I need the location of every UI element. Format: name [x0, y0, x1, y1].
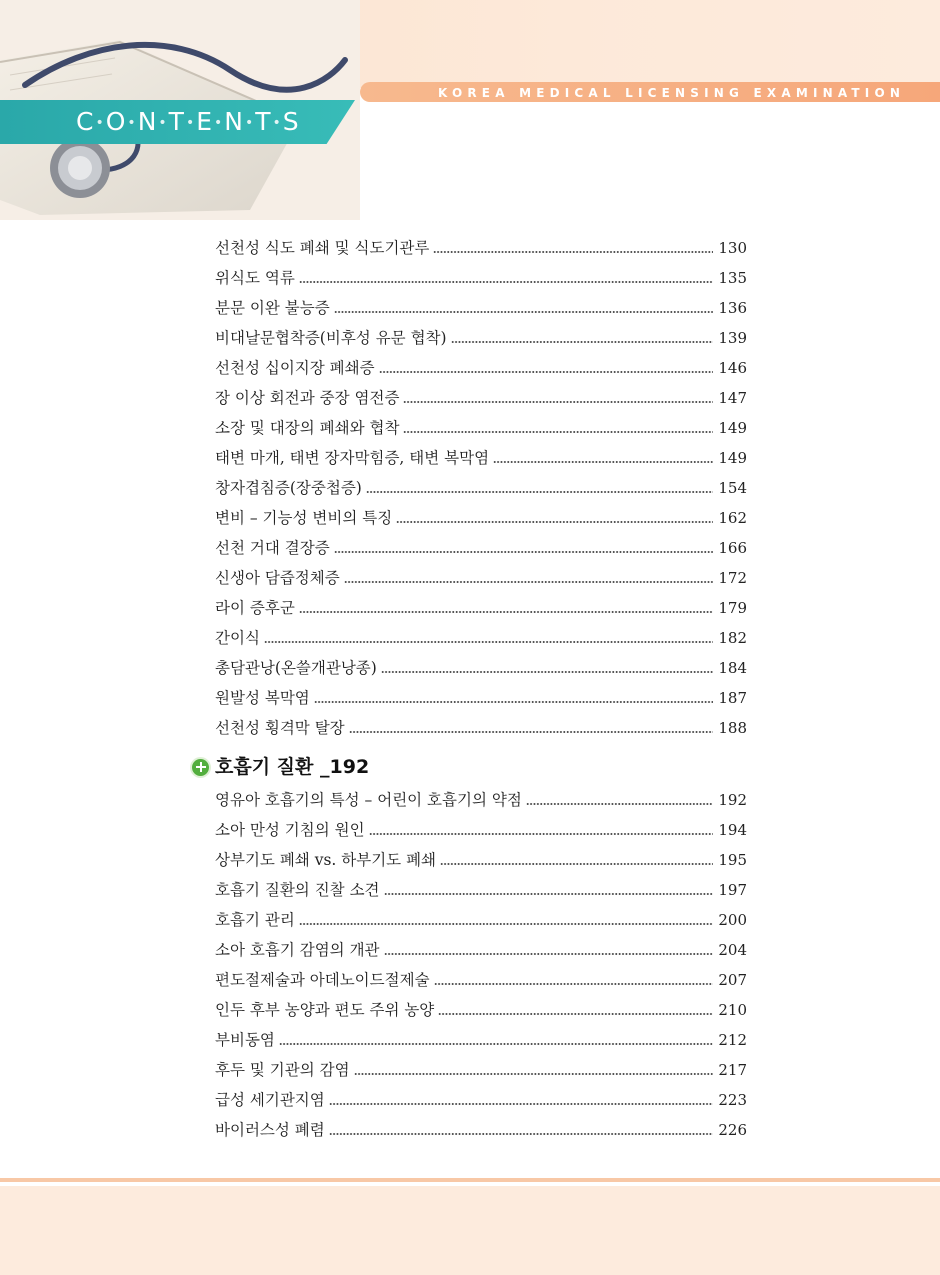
toc-entry-page: 149 — [718, 419, 747, 437]
toc-entry-title: 장 이상 회전과 중장 염전증 — [215, 389, 400, 407]
dot-leader — [526, 803, 714, 805]
toc-entry-title: 인두 후부 농양과 편도 주위 농양 — [215, 1001, 435, 1019]
toc-entry-page: 162 — [718, 509, 747, 527]
toc-entry-title: 신생아 담즙정체증 — [215, 569, 340, 587]
section-title: 호흡기 질환 _192 — [215, 756, 370, 778]
toc-entry-page: 146 — [718, 359, 747, 377]
dot-leader — [396, 521, 713, 523]
dot-leader — [299, 611, 714, 613]
dot-leader — [493, 461, 713, 463]
toc-entry — [215, 473, 747, 503]
dot-leader — [433, 251, 713, 253]
section-heading-respiratory — [192, 752, 369, 782]
dot-leader — [369, 833, 714, 835]
toc-entry-title: 분문 이완 불능증 — [215, 299, 330, 317]
toc-entry — [215, 503, 747, 533]
toc-entry-page: 188 — [718, 719, 747, 737]
toc-entry-page: 194 — [718, 821, 747, 839]
toc-entry — [215, 1025, 747, 1055]
plus-circle-icon — [192, 759, 209, 776]
toc-entry-page: 184 — [718, 659, 747, 677]
contents-letter: T — [255, 107, 272, 136]
toc-entry-page: 217 — [718, 1061, 747, 1079]
toc-entry — [215, 713, 747, 743]
toc-entry-page: 207 — [718, 971, 747, 989]
contents-letter: S — [282, 107, 300, 136]
toc-entry-title: 소아 만성 기침의 원인 — [215, 821, 365, 839]
toc-entry-page: 139 — [718, 329, 747, 347]
toc-entry — [215, 683, 747, 713]
toc-entry — [215, 263, 747, 293]
toc-entry-page: 179 — [718, 599, 747, 617]
toc-entry-title: 부비동염 — [215, 1031, 275, 1049]
toc-entry-title: 비대날문협착증(비후성 유문 협착) — [215, 329, 447, 347]
dot-leader — [403, 401, 713, 403]
toc-entry — [215, 653, 747, 683]
toc-entry-title: 소장 및 대장의 폐쇄와 협착 — [215, 419, 400, 437]
toc-entry-title: 라이 증후군 — [215, 599, 295, 617]
toc-entry — [215, 443, 747, 473]
toc-entry-title: 창자겹침증(장중첩증) — [215, 479, 362, 497]
footer-rule — [0, 1178, 940, 1182]
dot-leader — [334, 311, 714, 313]
dot-leader — [379, 371, 714, 373]
toc-entry-title: 호흡기 질환의 진찰 소견 — [215, 881, 380, 899]
toc-entry-page: 135 — [718, 269, 747, 287]
toc-entry — [215, 995, 747, 1025]
dot-leader — [354, 1073, 714, 1075]
toc-entry — [215, 905, 747, 935]
toc-entry — [215, 875, 747, 905]
toc-entry-title: 선천성 식도 폐쇄 및 식도기관루 — [215, 239, 430, 257]
dot-leader — [438, 1013, 713, 1015]
toc-entry — [215, 1055, 747, 1085]
dot-leader — [314, 701, 714, 703]
toc-entry-page: 154 — [718, 479, 747, 497]
toc-entry — [215, 593, 747, 623]
toc-entry-title: 바이러스성 폐렴 — [215, 1121, 325, 1139]
toc-entry-title: 소아 호흡기 감염의 개관 — [215, 941, 380, 959]
toc-entry-page: 182 — [718, 629, 747, 647]
dot-leader — [329, 1133, 714, 1135]
toc-entry — [215, 623, 747, 653]
toc-entry — [215, 293, 747, 323]
toc-entry — [215, 233, 747, 263]
toc-entry-title: 선천 거대 결장증 — [215, 539, 330, 557]
contents-letter: N — [137, 107, 158, 136]
exam-series-label: KOREA MEDICAL LICENSING EXAMINATION — [438, 86, 906, 100]
dot-leader — [384, 893, 714, 895]
dot-leader — [344, 581, 714, 583]
contents-letter: N — [224, 107, 244, 136]
contents-letter: O — [105, 107, 127, 136]
dot-leader — [366, 491, 714, 493]
contents-letter: C — [76, 107, 95, 136]
toc-entry-title: 위식도 역류 — [215, 269, 295, 287]
toc-entry — [215, 413, 747, 443]
toc-entry-page: 195 — [718, 851, 747, 869]
dot-leader — [440, 863, 713, 865]
toc-list-digestive — [215, 233, 747, 743]
toc-entry-title: 원발성 복막염 — [215, 689, 310, 707]
toc-entry — [215, 785, 747, 815]
toc-entry-title: 총담관낭(온쓸개관낭종) — [215, 659, 377, 677]
toc-entry — [215, 1085, 747, 1115]
toc-entry — [215, 1115, 747, 1145]
toc-entry-page: 226 — [718, 1121, 747, 1139]
toc-entry-page: 200 — [718, 911, 747, 929]
toc-entry-page: 197 — [718, 881, 747, 899]
toc-entry-title: 호흡기 관리 — [215, 911, 295, 929]
toc-entry-title: 상부기도 폐쇄 vs. 하부기도 폐쇄 — [215, 851, 437, 869]
toc-list-respiratory — [215, 785, 747, 1145]
footer-background — [0, 1186, 940, 1275]
toc-entry-page: 187 — [718, 689, 747, 707]
toc-entry-title: 선천성 횡격막 탈장 — [215, 719, 345, 737]
toc-entry — [215, 383, 747, 413]
dot-leader — [299, 923, 714, 925]
toc-entry-page: 136 — [718, 299, 747, 317]
toc-entry-title: 태변 마개, 태변 장자막힘증, 태변 복막염 — [215, 449, 490, 467]
toc-entry-title: 간이식 — [215, 629, 260, 647]
toc-entry-page: 130 — [718, 239, 747, 257]
toc-entry-page: 172 — [718, 569, 747, 587]
dot-leader — [434, 983, 714, 985]
toc-entry — [215, 815, 747, 845]
contents-letter: T — [168, 107, 185, 136]
dot-leader — [279, 1043, 713, 1045]
toc-entry — [215, 935, 747, 965]
toc-entry — [215, 323, 747, 353]
toc-entry — [215, 353, 747, 383]
toc-entry-title: 선천성 십이지장 폐쇄증 — [215, 359, 375, 377]
toc-entry-title: 변비 – 기능성 변비의 특징 — [215, 509, 393, 527]
dot-leader — [384, 953, 714, 955]
dot-leader — [403, 431, 713, 433]
toc-entry — [215, 533, 747, 563]
toc-entry — [215, 563, 747, 593]
dot-leader — [334, 551, 714, 553]
toc-entry-page: 192 — [718, 791, 747, 809]
toc-entry-page: 147 — [718, 389, 747, 407]
toc-entry-page: 166 — [718, 539, 747, 557]
toc-entry-page: 210 — [718, 1001, 747, 1019]
dot-leader — [381, 671, 714, 673]
dot-leader — [329, 1103, 714, 1105]
toc-entry-page: 204 — [718, 941, 747, 959]
dot-leader — [451, 341, 714, 343]
toc-entry-page: 223 — [718, 1091, 747, 1109]
toc-entry-title: 편도절제술과 아데노이드절제술 — [215, 971, 430, 989]
contents-heading: C•O•N•T•E•N•T•S — [76, 107, 300, 136]
toc-entry-title: 후두 및 기관의 감염 — [215, 1061, 350, 1079]
dot-leader — [264, 641, 713, 643]
toc-entry-title: 급성 세기관지염 — [215, 1091, 325, 1109]
contents-letter: E — [196, 107, 213, 136]
toc-entry-page: 149 — [718, 449, 747, 467]
toc-entry — [215, 845, 747, 875]
toc-entry-page: 212 — [718, 1031, 747, 1049]
dot-leader — [349, 731, 714, 733]
toc-entry — [215, 965, 747, 995]
dot-leader — [299, 281, 714, 283]
toc-entry-title: 영유아 호흡기의 특성 – 어린이 호흡기의 약점 — [215, 791, 522, 809]
